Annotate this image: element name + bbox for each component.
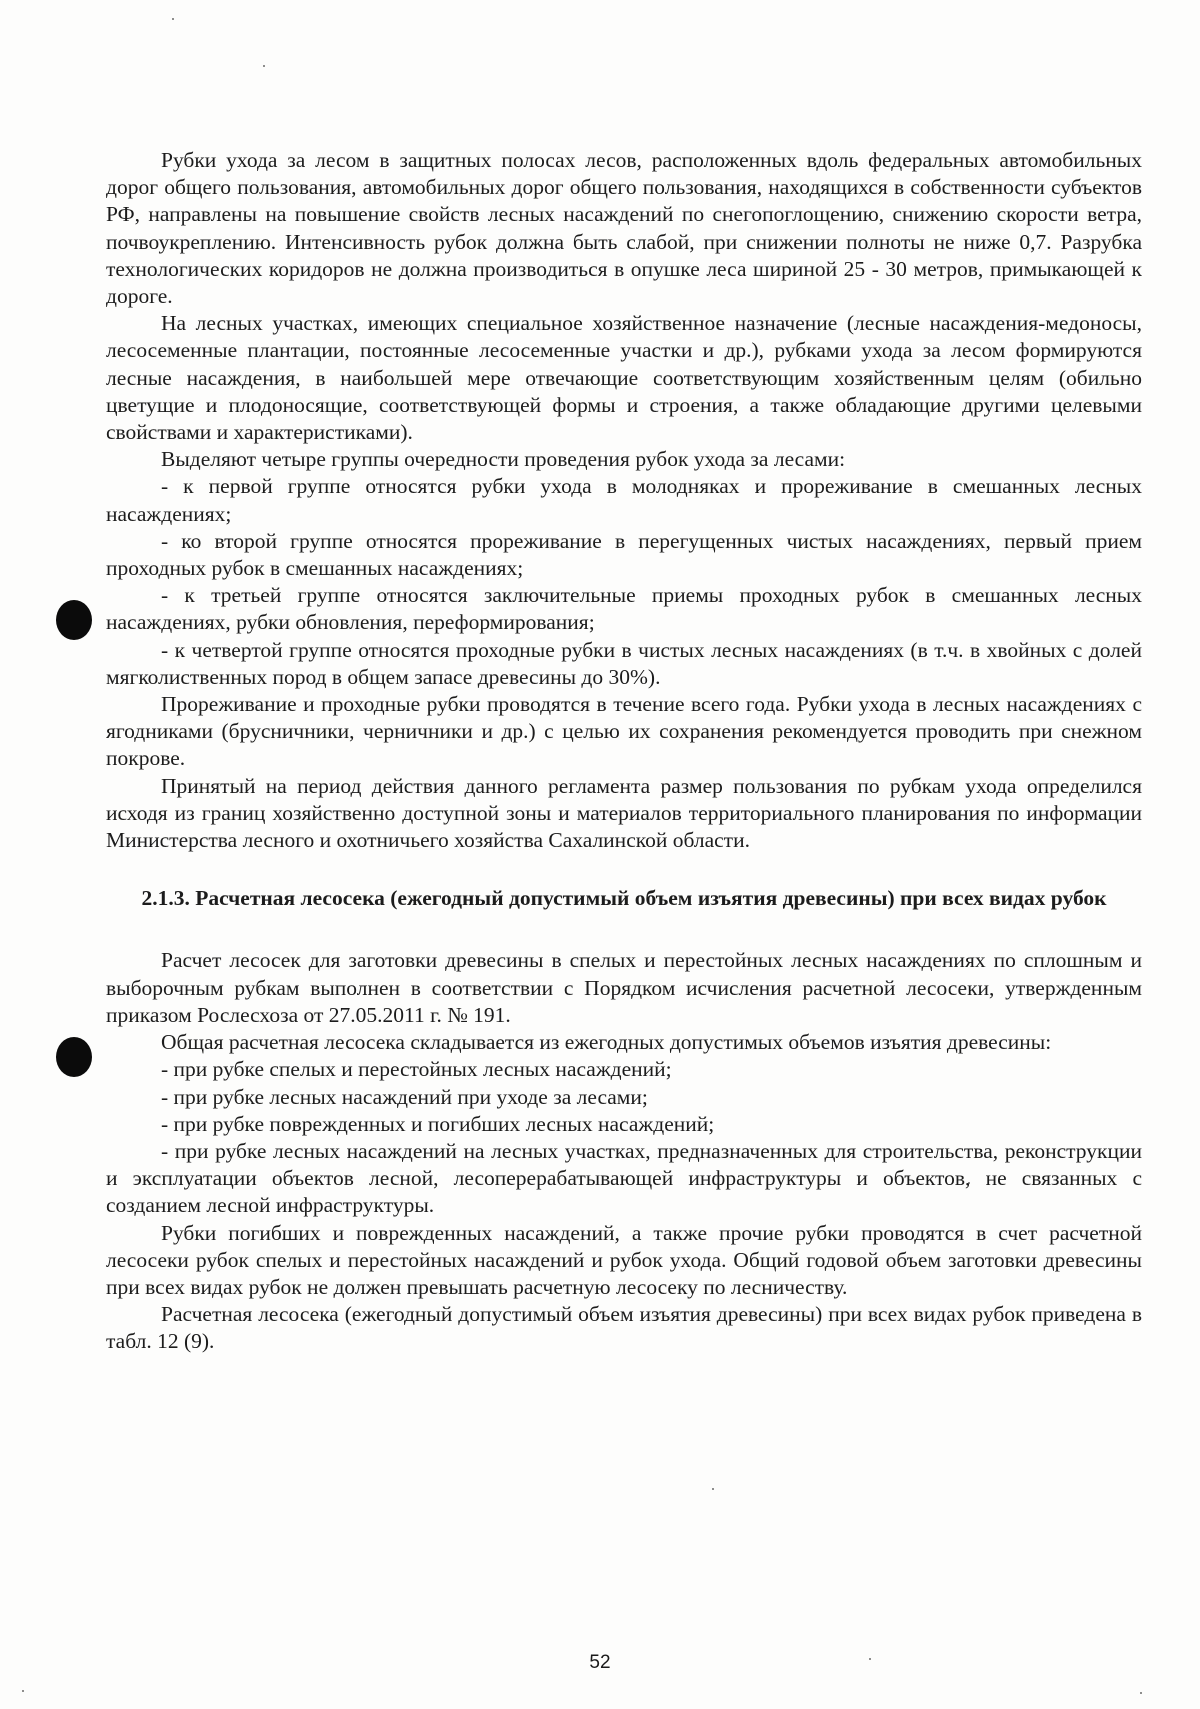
paragraph-dead-stands-cutting: Рубки погибших и поврежденных насаждений, а также прочие рубки проводятся в счет расчетной лесосеки рубок спелых и перестойных насаждений и рубок ухода. Общий годовой объем заготовки древесины при всех видах рубок не должен превышать расчетную лесосеку по лесничеству. [106, 1220, 1142, 1299]
list-item-group-2: - ко второй группе относятся прореживание в перегущенных чистых насаждениях, первый прием проходных рубок в смешанных насаждениях; [106, 528, 1142, 581]
list-item-damaged-stands: - при рубке поврежденных и погибших лесных насаждений; [161, 1111, 715, 1136]
paragraph-total-cutting-area-intro: Общая расчетная лесосека складывается из ежегодных допустимых объемов изъятия древесины: [161, 1030, 1052, 1055]
list-item-group-4: - к четвертой группе относятся проходные рубки в чистых лесных насаждениях (в т.ч. в хвойных с долей мягколиственных пород в общем запасе древесины до 30%). [106, 637, 1142, 689]
scan-speck [263, 65, 265, 67]
paragraph-priority-groups-intro: Выделяют четыре группы очередности проведения рубок ухода за лесами: [161, 447, 846, 472]
list-item-group-3: - к третьей группе относятся заключительные приемы проходных рубок в смешанных лесных насаждениях, рубки обновления, переформирования; [106, 583, 1142, 635]
paragraph-thinning-season: Прореживание и проходные рубки проводятся в течение всего года. Рубки ухода в лесных насаждениях с ягодниками (брусничники, черничники и др.) с целью их сохранения рекомендуется проводить при снежном покрове. [106, 692, 1142, 771]
scan-speck [172, 18, 174, 20]
paragraph-table-reference: Расчетная лесосека (ежегодный допустимый объем изъятия древесины) при всех видах рубок приведена в табл. 12 (9). [106, 1302, 1142, 1354]
paragraph-protective-belts: Рубки ухода за лесом в защитных полосах лесов, расположенных вдоль федеральных автомобильных дорог общего пользования, автомобильных дорог общего пользования, находящихся в собственности субъектов РФ, направлены на повышение свойств лесных насаждений по снегопоглощению, снижению скорости ветра, почвоукреплению. Интенсивность рубок должна быть слабой, при снижении полноты не ниже 0,7. Разрубка технологических коридоров не должна производиться в опушке леса шириной 25 - 30 метров, примыкающей к дороге. [106, 148, 1142, 309]
spacer [106, 912, 1142, 947]
scan-speck [22, 1690, 24, 1692]
paragraph-calculation-basis: Расчет лесосек для заготовки древесины в спелых и перестойных лесных насаждениях по сплошным и выборочным рубкам выполнен в соответствии с Порядком исчисления расчетной лесосеки, утвержденным приказом Рослесхоза от 27.05.2011 г. № 191. [106, 948, 1142, 1027]
scan-speck [1140, 1692, 1142, 1694]
scan-speck [712, 1488, 714, 1490]
list-item-forest-care: - при рубке лесных насаждений при уходе за лесами; [161, 1084, 648, 1109]
punch-hole-mark [56, 1037, 92, 1077]
list-item-construction-plots: - при рубке лесных насаждений на лесных участках, предназначенных для строительства, реконструкции и эксплуатации объектов лесной, лесоперерабатывающей инфраструктуры и объектов, не связанных с созданием лесной инфраструктуры. [106, 1138, 1142, 1218]
paragraph-usage-size: Принятый на период действия данного регламента размер пользования по рубкам ухода определился исходя из границ хозяйственно доступной зоны и материалов территориального планирования по информации Министерства лесного и охотничьего хозяйства Сахалинской области. [106, 773, 1142, 853]
section-heading: 2.1.3. Расчетная лесосека (ежегодный допустимый объем изъятия древесины) при всех видах рубок [141, 886, 1107, 911]
spacer [106, 854, 1142, 885]
paragraph-special-purpose-plots: На лесных участках, имеющих специальное хозяйственное назначение (лесные насаждения-медоносы, лесосеменные плантации, постоянные лесосеменные участки и др.), рубками ухода за лесом формируются лесные насаждения, в наибольшей мере отвечающие соответствующим хозяйственным целям (обильно цветущие и плодоносящие, соответствующей формы и строения, а также обладающие другими целевыми свойствами и характеристиками). [106, 311, 1142, 445]
page-number: 52 [589, 1652, 611, 1673]
punch-hole-mark [56, 600, 92, 640]
list-item-group-1: - к первой группе относятся рубки ухода в молодняках и прореживание в смешанных лесных насаждениях; [106, 474, 1142, 526]
list-item-mature-stands: - при рубке спелых и перестойных лесных насаждений; [161, 1057, 672, 1082]
document-body [106, 147, 1142, 1356]
